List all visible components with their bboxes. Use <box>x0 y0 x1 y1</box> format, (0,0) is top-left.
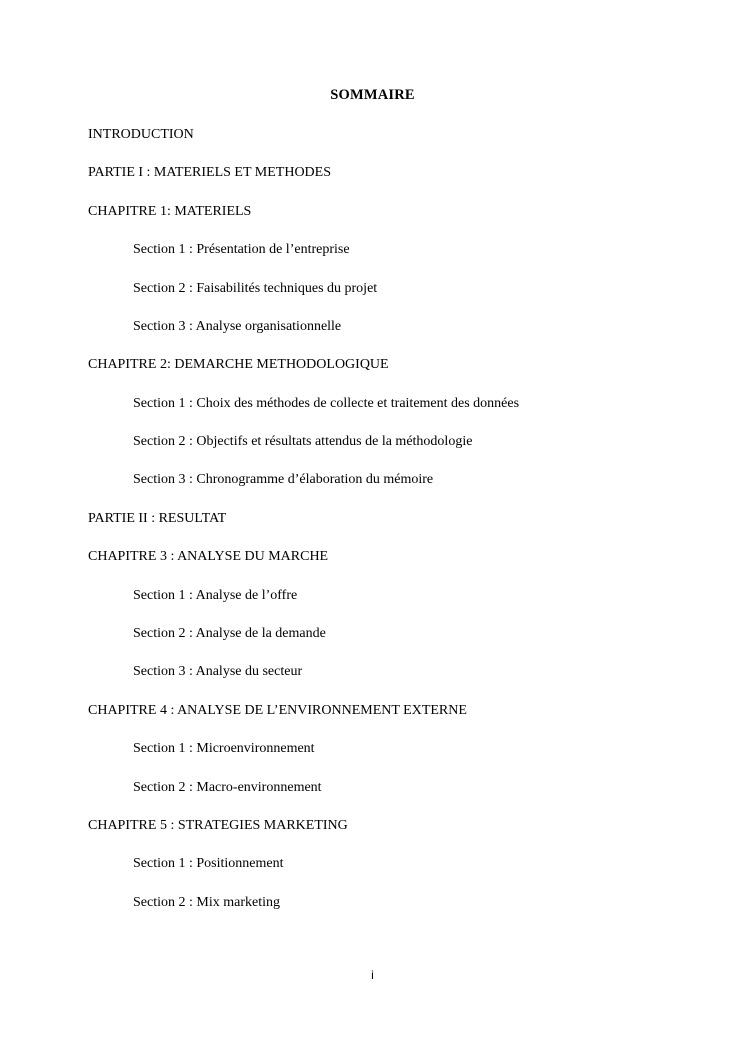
toc-partie-2: PARTIE II : RESULTAT <box>88 511 227 526</box>
toc-introduction: INTRODUCTION <box>88 127 194 142</box>
toc-ch1-section-1: Section 1 : Présentation de l’entreprise <box>133 242 350 257</box>
toc-ch3-section-1: Section 1 : Analyse de l’offre <box>133 588 298 603</box>
toc-partie-1: PARTIE I : MATERIELS ET METHODES <box>88 165 331 180</box>
toc-ch4-section-1: Section 1 : Microenvironnement <box>133 741 315 756</box>
toc-chapitre-5: CHAPITRE 5 : STRATEGIES MARKETING <box>88 818 348 833</box>
page-title <box>0 87 745 104</box>
toc-ch4-section-2: Section 2 : Macro-environnement <box>133 780 322 795</box>
toc-chapitre-1: CHAPITRE 1: MATERIELS <box>88 204 252 219</box>
toc-ch2-section-2: Section 2 : Objectifs et résultats attendus de la méthodologie <box>133 434 473 449</box>
page-title-text: SOMMAIRE <box>330 87 415 103</box>
toc-chapitre-2: CHAPITRE 2: DEMARCHE METHODOLOGIQUE <box>88 357 389 372</box>
toc-ch3-section-3: Section 3 : Analyse du secteur <box>133 664 303 679</box>
toc-ch3-section-2: Section 2 : Analyse de la demande <box>133 626 326 641</box>
toc-ch2-section-3: Section 3 : Chronogramme d’élaboration du mémoire <box>133 472 434 487</box>
toc-chapitre-4: CHAPITRE 4 : ANALYSE DE L’ENVIRONNEMENT EXTERNE <box>88 703 467 718</box>
toc-chapitre-3: CHAPITRE 3 : ANALYSE DU MARCHE <box>88 549 329 564</box>
toc-ch1-section-2: Section 2 : Faisabilités techniques du projet <box>133 281 378 296</box>
toc-ch2-section-1: Section 1 : Choix des méthodes de collecte et traitement des données <box>133 396 520 411</box>
page-number: i <box>371 968 374 982</box>
toc-ch5-section-2: Section 2 : Mix marketing <box>133 895 280 910</box>
toc-ch5-section-1: Section 1 : Positionnement <box>133 856 284 871</box>
toc-ch1-section-3: Section 3 : Analyse organisationnelle <box>133 319 342 334</box>
